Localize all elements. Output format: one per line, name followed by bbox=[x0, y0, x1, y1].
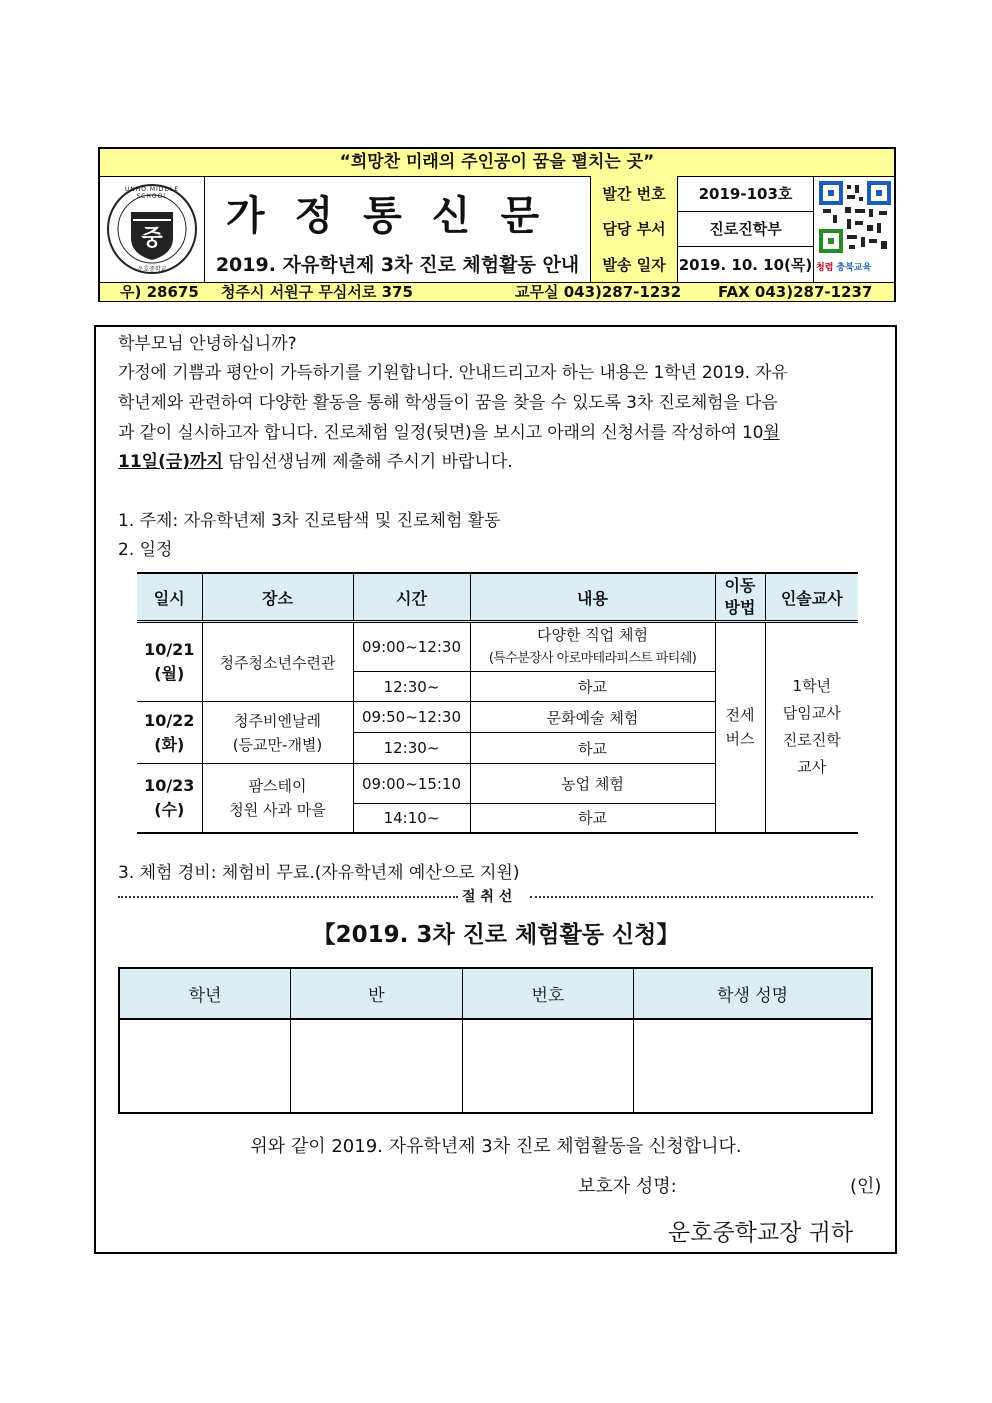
application-title: 【2019. 3차 진로 체험활동 신청】 bbox=[312, 922, 680, 948]
meta-row-date bbox=[591, 246, 813, 282]
row-time: 09:00~12:30 bbox=[353, 622, 470, 672]
newsletter-header bbox=[98, 147, 896, 302]
application-statement: 위와 같이 2019. 자유학년제 3차 진로 체험활동을 신청합니다. bbox=[250, 1136, 742, 1157]
cut-line-left bbox=[118, 896, 458, 898]
header-grade: 학년 bbox=[119, 968, 291, 1019]
meta-value: 진로진학부 bbox=[709, 220, 782, 238]
header-place: 장소 bbox=[202, 573, 353, 622]
document-title: 가정통신문 bbox=[225, 192, 570, 239]
letter-line-3 bbox=[118, 419, 780, 448]
schedule-table bbox=[137, 572, 858, 834]
day-text: (화) bbox=[154, 734, 185, 754]
row-content: 하교 bbox=[470, 804, 715, 833]
row-content: 문화예술 체험 bbox=[470, 702, 715, 733]
teacher-cell bbox=[765, 622, 858, 833]
teacher-text-3: 진로진학 bbox=[782, 731, 841, 750]
letter-line-3-text: 과 같이 실시하고자 합니다. 진로체험 일정(뒷면)을 보시고 아래의 신청서를 작성하여 10 bbox=[118, 423, 764, 443]
address-bar bbox=[100, 282, 894, 301]
slogan: “희망찬 미래의 주인공이 꿈을 펼치는 곳” bbox=[100, 149, 894, 177]
table-row bbox=[137, 622, 858, 672]
content-detail: (특수분장사 아로마테라피스트 파티쉐) bbox=[488, 651, 697, 666]
logo-text: UNHO MIDDLE SCHOOL bbox=[124, 186, 180, 200]
day-text: (수) bbox=[154, 799, 185, 819]
deadline-part-2: 11일(금)까지 bbox=[118, 452, 223, 472]
item-topic: 1. 주제: 자유학년제 3차 진로탐색 및 진로체험 활동 bbox=[118, 511, 501, 531]
meta-label: 발송 일자 bbox=[591, 246, 678, 282]
row-content: 농업 체험 bbox=[470, 764, 715, 804]
fax-number: FAX 043)287-1237 bbox=[718, 283, 873, 301]
qr-code-block bbox=[813, 176, 895, 282]
schedule-header-row bbox=[137, 573, 858, 622]
application-header-row bbox=[119, 968, 872, 1019]
title-block bbox=[205, 176, 591, 282]
qr-code-icon bbox=[819, 181, 891, 253]
row-place bbox=[202, 764, 353, 833]
cut-line-label: 절 취 선 bbox=[462, 889, 513, 905]
meta-row-department bbox=[591, 211, 813, 247]
postal-code: 우) 28675 bbox=[120, 283, 199, 301]
qr-caption-left: 청렴 bbox=[816, 263, 834, 273]
place-detail: 청원 사과 마을 bbox=[229, 800, 326, 819]
qr-caption bbox=[816, 260, 894, 273]
application-entry-row bbox=[119, 1019, 872, 1113]
meta-label: 담당 부서 bbox=[591, 211, 678, 246]
row-time: 09:00~15:10 bbox=[353, 764, 470, 804]
letter-line-2: 학년제와 관련하여 다양한 활동을 통해 학생들이 꿈을 찾을 수 있도록 3차 진로체험을 다음 bbox=[118, 393, 778, 413]
logo-glyph: 중 bbox=[141, 226, 163, 251]
office-phone: 교무실 043)287-1232 bbox=[515, 283, 682, 301]
teacher-text-2: 담임교사 bbox=[782, 704, 841, 723]
header-student-name: 학생 성명 bbox=[634, 968, 872, 1019]
row-time: 14:10~ bbox=[353, 804, 470, 833]
header-transport-line2: 방법 bbox=[724, 598, 756, 617]
row-place bbox=[202, 702, 353, 764]
row-content bbox=[470, 622, 715, 672]
logo-bottom-text: 운호중학교 bbox=[137, 266, 167, 273]
date-text: 10/21 bbox=[144, 640, 195, 659]
header-number: 번호 bbox=[462, 968, 634, 1019]
guardian-label: 보호자 성명: bbox=[578, 1176, 677, 1197]
meta-value: 2019. 10. 10(목) bbox=[678, 255, 813, 274]
header-transport-line1: 이동 bbox=[724, 576, 756, 595]
row-date bbox=[137, 764, 202, 833]
header-class: 반 bbox=[291, 968, 463, 1019]
meta-value: 2019-103호 bbox=[698, 185, 793, 203]
header-transport bbox=[715, 573, 765, 622]
header-date: 일시 bbox=[137, 573, 202, 622]
street-address: 청주시 서원구 무심서로 375 bbox=[221, 283, 413, 301]
letter-line-1: 가정에 기쁨과 평안이 가득하기를 기원합니다. 안내드리고자 하는 내용은 1학년 2019. 자유 bbox=[118, 363, 788, 383]
row-date bbox=[137, 622, 202, 702]
addressee: 운호중학교장 귀하 bbox=[668, 1220, 854, 1246]
application-table bbox=[118, 967, 873, 1114]
header-teacher: 인솔교사 bbox=[765, 573, 858, 622]
row-time: 12:30~ bbox=[353, 672, 470, 702]
header-time: 시간 bbox=[353, 573, 470, 622]
row-time: 09:50~12:30 bbox=[353, 702, 470, 733]
teacher-text-1: 1학년 bbox=[792, 677, 832, 696]
place-text: 팜스테이 bbox=[248, 776, 307, 795]
cut-line-right bbox=[530, 896, 873, 898]
student-name-field[interactable] bbox=[634, 1019, 872, 1113]
guardian-seal: (인) bbox=[850, 1176, 882, 1197]
header-content: 내용 bbox=[470, 573, 715, 622]
row-content: 하교 bbox=[470, 733, 715, 764]
date-text: 10/23 bbox=[144, 775, 195, 795]
number-field[interactable] bbox=[462, 1019, 634, 1113]
date-text: 10/22 bbox=[144, 710, 195, 730]
meta-row-issue-number bbox=[591, 176, 813, 212]
transport-cell bbox=[715, 622, 765, 833]
qr-caption-right: 충북교육 bbox=[836, 263, 872, 273]
row-time: 12:30~ bbox=[353, 733, 470, 764]
content-text: 다양한 직업 체험 bbox=[537, 626, 648, 644]
transport-text-2: 버스 bbox=[725, 730, 755, 749]
class-field[interactable] bbox=[291, 1019, 463, 1113]
day-text: (월) bbox=[154, 664, 185, 683]
greeting: 학부모님 안녕하십니까? bbox=[118, 334, 297, 354]
item-schedule: 2. 일정 bbox=[118, 540, 173, 560]
school-logo bbox=[100, 176, 205, 282]
row-place: 청주청소년수련관 bbox=[202, 622, 353, 702]
teacher-text-4: 교사 bbox=[797, 758, 827, 777]
row-date bbox=[137, 702, 202, 764]
place-detail: (등교만-개별) bbox=[232, 735, 323, 754]
letter-line-4 bbox=[118, 448, 513, 477]
place-text: 청주비엔날레 bbox=[234, 711, 321, 730]
letter-line-4-text: 담임선생님께 제출해 주시기 바랍니다. bbox=[222, 452, 513, 472]
deadline-part-1: 월 bbox=[763, 423, 780, 443]
row-content: 하교 bbox=[470, 672, 715, 702]
item-cost: 3. 체험 경비: 체험비 무료.(자유학년제 예산으로 지원) bbox=[118, 863, 520, 883]
meta-label: 발간 번호 bbox=[591, 176, 678, 211]
transport-text-1: 전세 bbox=[725, 706, 755, 725]
document-subtitle: 2019. 자유학년제 3차 진로 체험활동 안내 bbox=[215, 254, 580, 276]
grade-field[interactable] bbox=[119, 1019, 291, 1113]
